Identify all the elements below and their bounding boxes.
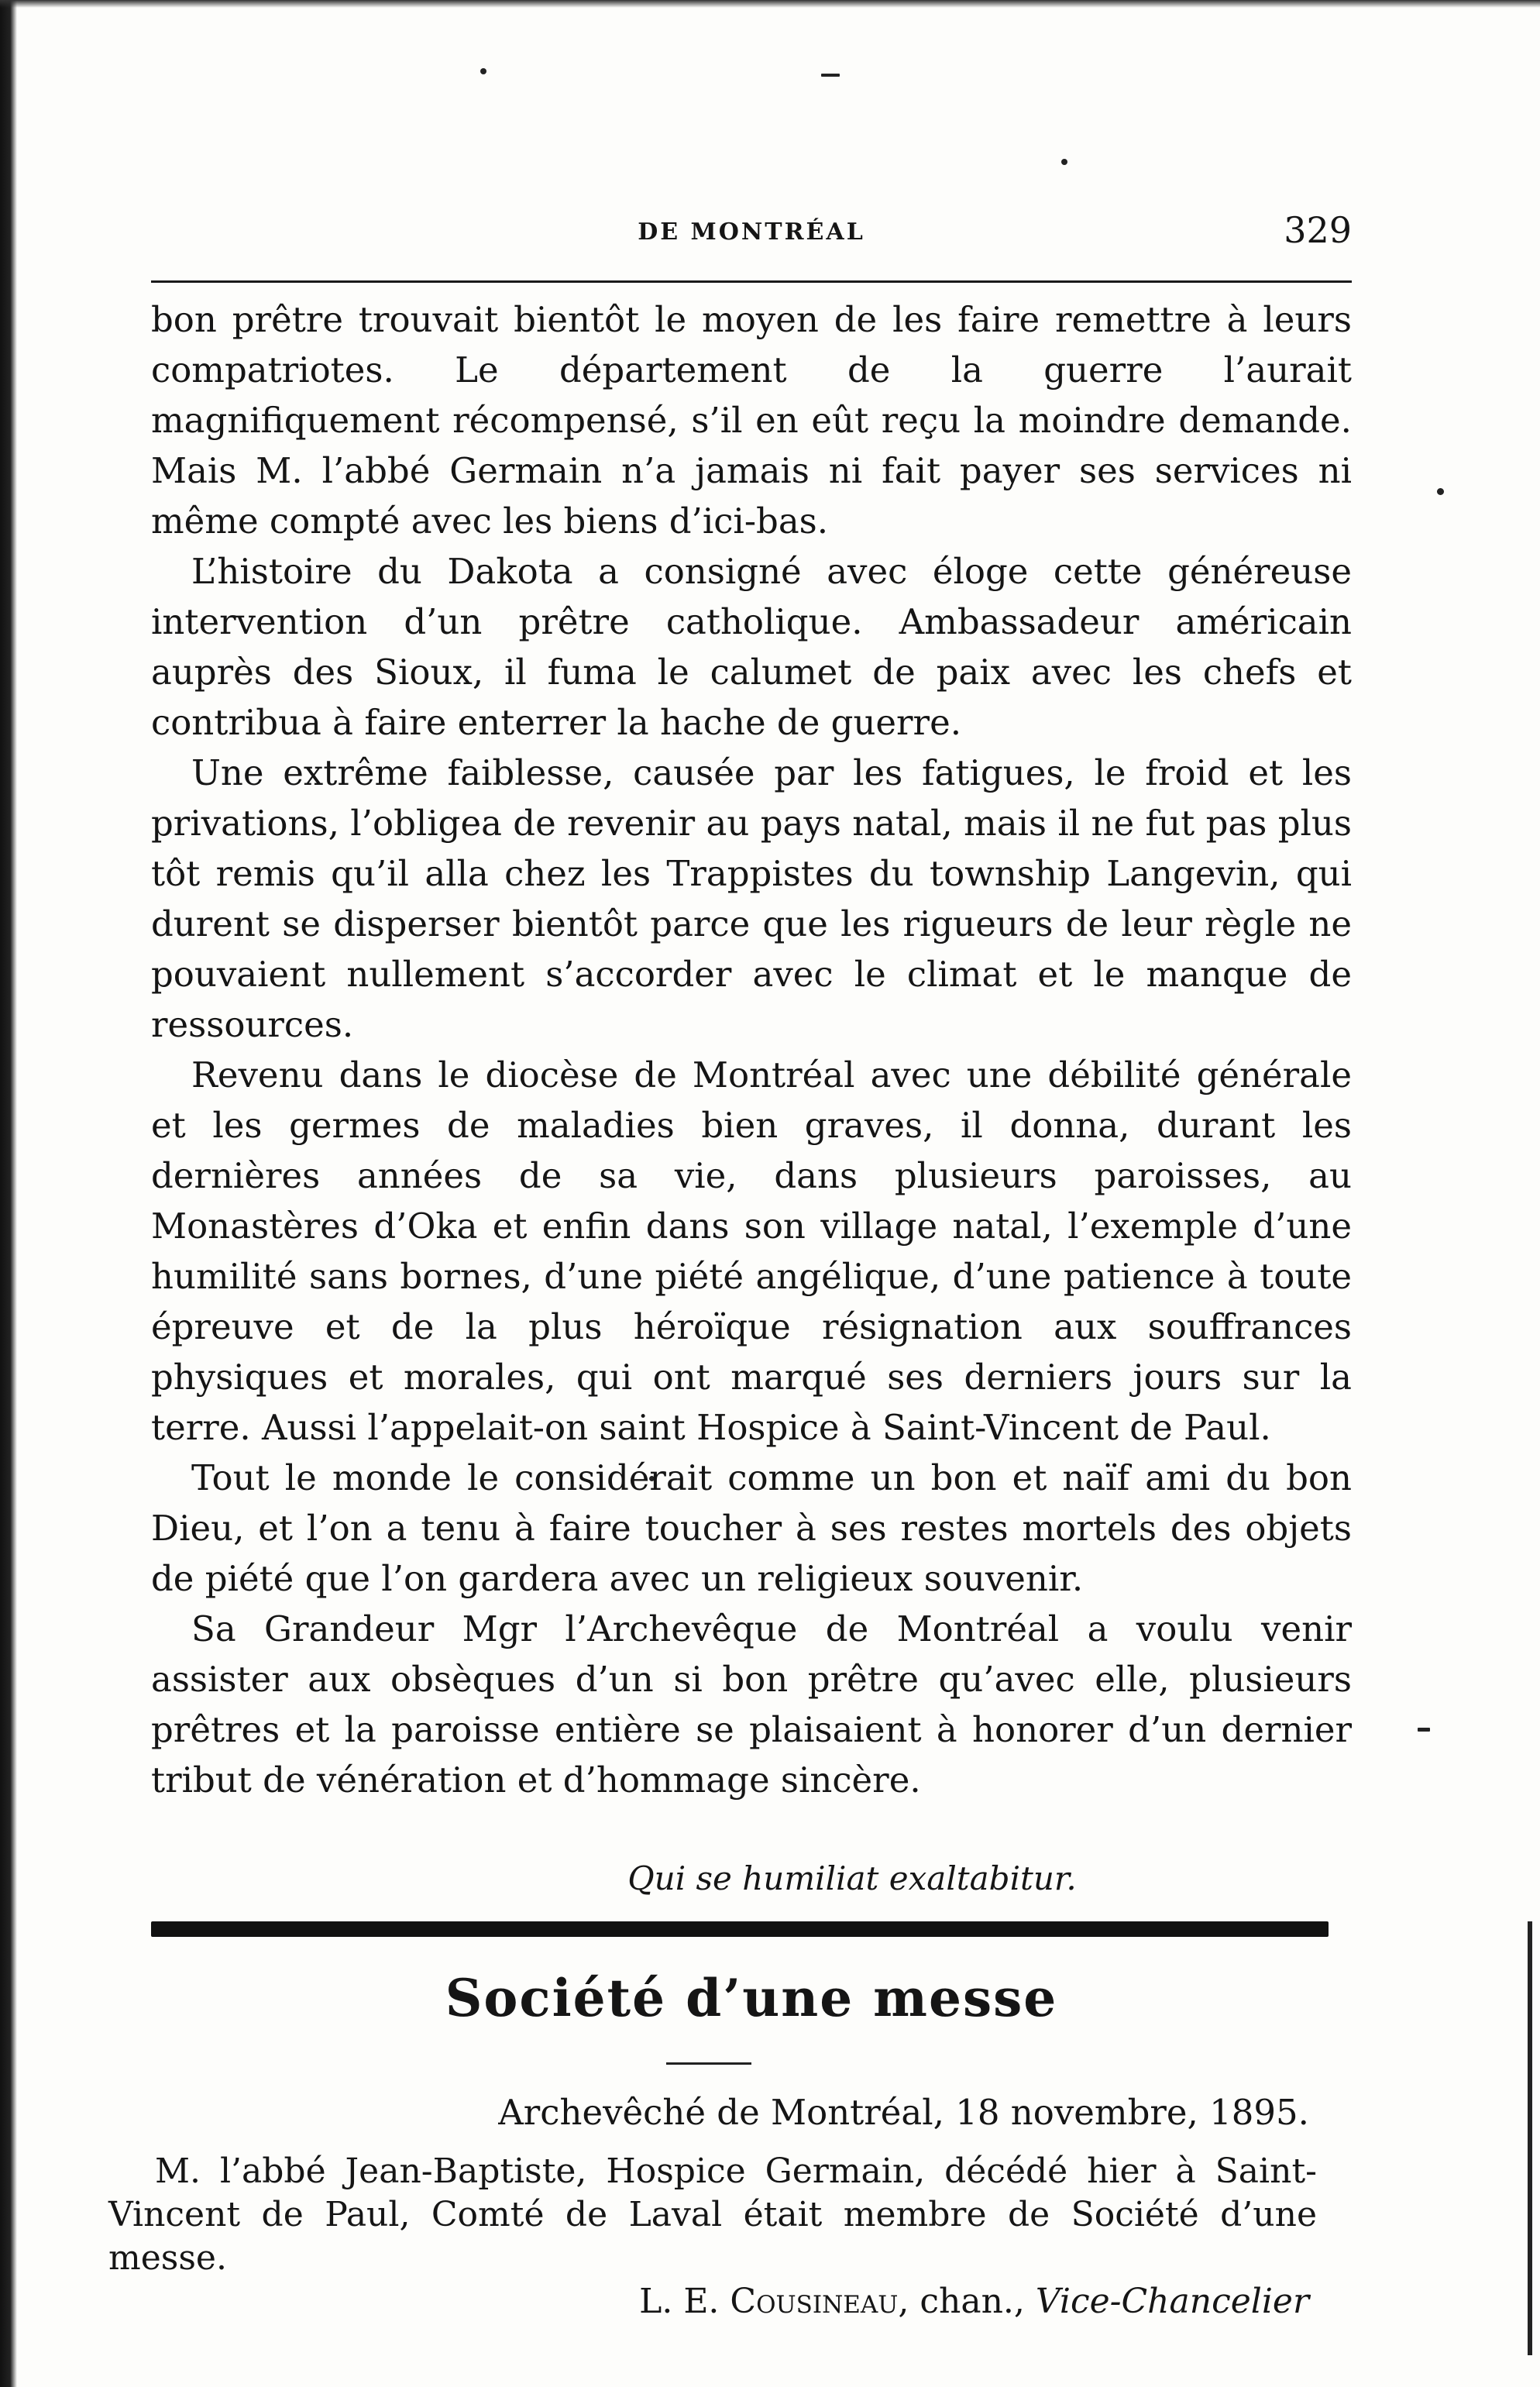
signature-office: Vice-Chancelier bbox=[1035, 2282, 1309, 2321]
dateline: Archevêché de Montréal, 18 novembre, 1895. bbox=[498, 2092, 1309, 2133]
running-head-title: DE MONTRÉAL bbox=[638, 218, 865, 246]
signature bbox=[418, 2282, 1309, 2321]
paragraph: bon prêtre trouvait bientôt le moyen de les faire remettre à leurs compatriotes. Le département de la guerre l’aurait magnifiquement récompensé, s’il en eût reçu la moindre demande. Mais M. l’abbé Germain n’a jamais ni fait payer ses services ni même compté avec les biens d’ici-bas. bbox=[151, 299, 1352, 542]
notice-paragraph: M. l’abbé Jean-Baptiste, Hospice Germain, décédé hier à Saint-Vincent de Paul, Comté de Laval était membre de Société d’une messe. bbox=[108, 2151, 1317, 2278]
scan-speck bbox=[1418, 1728, 1430, 1732]
scan-speck bbox=[1061, 159, 1067, 165]
scan-shadow-top bbox=[0, 0, 1540, 8]
running-head bbox=[151, 209, 1352, 256]
paragraph: Tout le monde le considérait comme un bon et naïf ami du bon Dieu, et l’on a tenu à faire toucher à ses restes mortels des objets de piété que l’on gardera avec un religieux souvenir. bbox=[151, 1457, 1352, 1599]
heading-underline bbox=[666, 2062, 751, 2065]
section-divider bbox=[151, 1921, 1329, 1937]
paragraph: Revenu dans le diocèse de Montréal avec une débilité générale et les germes de maladies bien graves, il donna, durant les dernières années de sa vie, dans plusieurs paroisses, au Monastères d’Oka et enfin dans son village natal, l’exemple d’une humilité sans bornes, d’une piété angélique, d’une patience à toute épreuve et de la plus héroïque résignation aux souffrances physiques et morales, qui ont marqué ses derniers jours sur la terre. Aussi l’appelait-on saint Hospice à Saint-Vincent de Paul. bbox=[151, 1054, 1352, 1448]
scan-mark-right bbox=[1528, 1921, 1532, 2355]
page-number: 329 bbox=[1284, 209, 1352, 251]
scan-shadow-left bbox=[0, 0, 17, 2387]
scan-speck bbox=[1437, 488, 1444, 495]
scan-speck bbox=[821, 74, 840, 77]
section-heading: Société d’une messe bbox=[445, 1968, 1058, 2028]
paragraph: Une extrême faiblesse, causée par les fatigues, le froid et les privations, l’obligea de revenir au pays natal, mais il ne fut pas plus tôt remis qu’il alla chez les Trappistes du township Langevin, qui durent se disperser bientôt parce que les rigueurs de leur règle ne pouvaient nullement s’accorder avec le climat et le manque de ressources. bbox=[151, 752, 1352, 1045]
header-rule bbox=[151, 280, 1352, 283]
paragraph: L’histoire du Dakota a consigné avec éloge cette généreuse intervention d’un prêtre catholique. Ambassadeur américain auprès des Sioux, il fuma le calumet de paix avec les chefs et contribua à faire enterrer la hache de guerre. bbox=[151, 551, 1352, 743]
scan-speck bbox=[480, 68, 486, 74]
signature-name: L. E. Cousineau, bbox=[639, 2282, 909, 2321]
body-text bbox=[151, 294, 1352, 1805]
signature-role: chan., bbox=[920, 2282, 1025, 2321]
notice-text bbox=[108, 2150, 1317, 2280]
paragraph: Sa Grandeur Mgr l’Archevêque de Montréal a voulu venir assister aux obsèques d’un si bon prêtre qu’avec elle, plusieurs prêtres et la paroisse entière se plaisaient à honorer d’un dernier tribut de vénération et d’hommage sincère. bbox=[151, 1608, 1352, 1801]
closing-quote: Qui se humiliat exaltabitur. bbox=[627, 1859, 1077, 1897]
